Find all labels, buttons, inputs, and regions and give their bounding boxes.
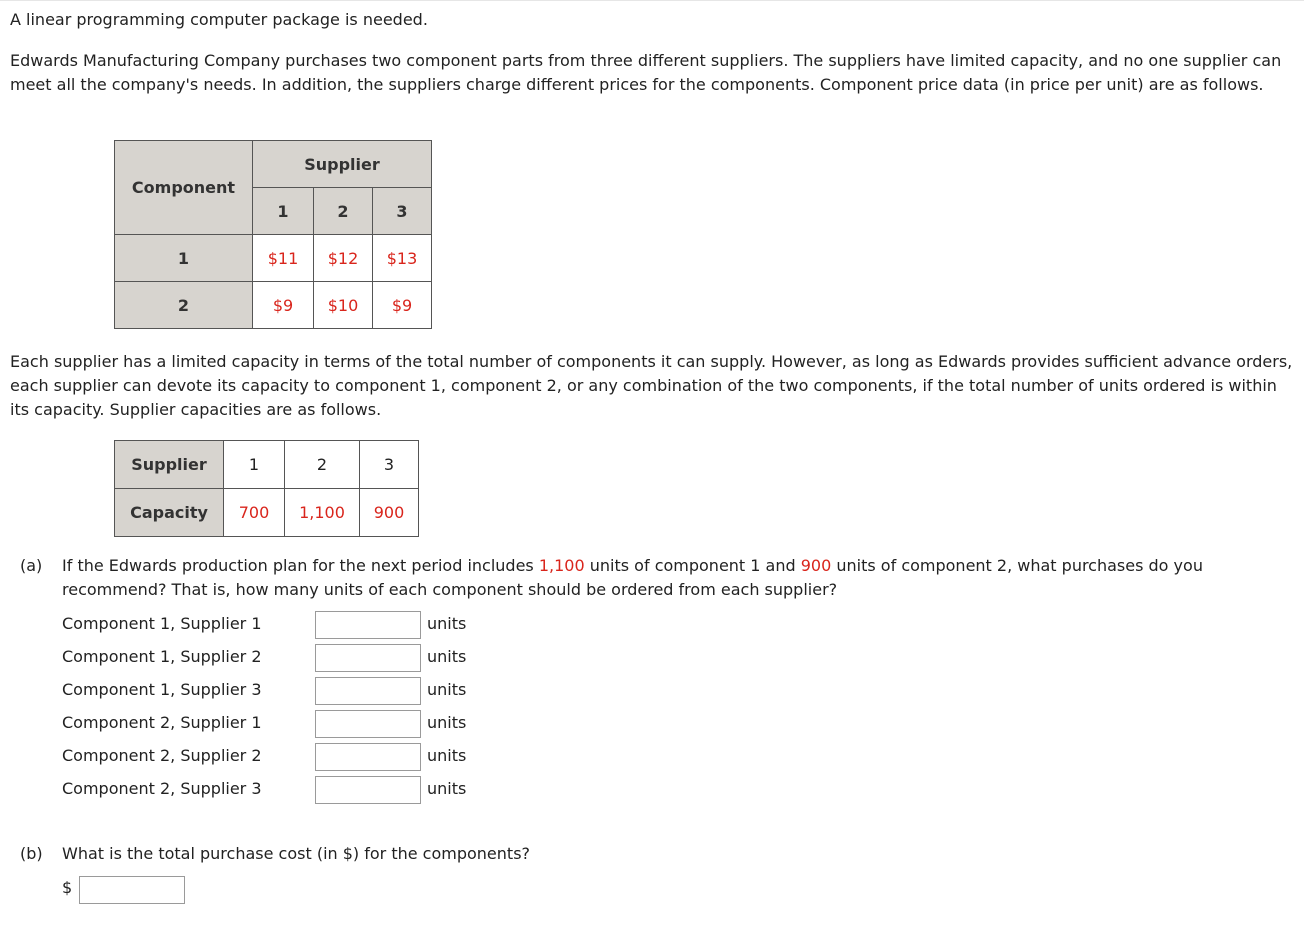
unit-label: units <box>427 713 467 732</box>
price-cell: $9 <box>373 282 432 329</box>
question-b-text: What is the total purchase cost (in $) for the components? <box>62 844 531 863</box>
question-a-text <box>62 554 1292 602</box>
supplier-number: 1 <box>224 441 285 489</box>
currency-symbol: $ <box>62 878 73 897</box>
c1-s3-input[interactable] <box>315 677 421 705</box>
component-number: 2 <box>115 282 253 329</box>
answer-label: Component 1, Supplier 2 <box>62 647 262 666</box>
answer-row <box>62 743 662 771</box>
unit-label: units <box>427 614 467 633</box>
supplier-header: Supplier <box>253 141 432 188</box>
question-a-label: (a) <box>20 556 43 575</box>
answer-row <box>62 776 662 804</box>
capacity-table <box>114 440 419 537</box>
c2-s1-input[interactable] <box>315 710 421 738</box>
c2-s3-input[interactable] <box>315 776 421 804</box>
units-component-1: 1,100 <box>538 556 585 575</box>
price-table <box>114 140 432 329</box>
price-cell: $10 <box>314 282 373 329</box>
answer-row <box>62 644 662 672</box>
answer-row <box>62 677 662 705</box>
question-a-text-part3: units of component 2, what purchases do you recommend? That is, how many units of each component should be ordered from each supplier? <box>62 556 1203 599</box>
total-cost-input[interactable] <box>79 876 185 904</box>
price-cell: $12 <box>314 235 373 282</box>
supplier-row-label: Supplier <box>115 441 224 489</box>
answer-label: Component 1, Supplier 3 <box>62 680 262 699</box>
supplier-number: 2 <box>314 188 373 235</box>
question-a-text-part1: If the Edwards production plan for the next period includes <box>62 556 539 575</box>
price-cell: $9 <box>253 282 314 329</box>
c1-s1-input[interactable] <box>315 611 421 639</box>
capacity-paragraph: Each supplier has a limited capacity in terms of the total number of components it can supply. However, as long as Edwards provides sufficient advance orders, each supplier can devote its capacity to component 1, component 2, or any combination of the two components, if the total number of units ordered is within its capacity. Supplier capacities are as follows. <box>10 352 1293 419</box>
unit-label: units <box>427 647 467 666</box>
answer-row <box>62 611 662 639</box>
capacity-row-label: Capacity <box>115 489 224 537</box>
supplier-number: 3 <box>373 188 432 235</box>
capacity-cell: 900 <box>360 489 419 537</box>
problem-paragraph: Edwards Manufacturing Company purchases two component parts from three different suppliers. The suppliers have limited capacity, and no one supplier can meet all the company's needs. In addition, the suppliers charge different prices for the components. Component price data (in price per unit) are as follows. <box>10 51 1282 94</box>
question-a-text-part2: units of component 1 and <box>584 556 801 575</box>
price-cell: $11 <box>253 235 314 282</box>
supplier-number: 1 <box>253 188 314 235</box>
unit-label: units <box>427 746 467 765</box>
units-component-2: 900 <box>800 556 832 575</box>
supplier-number: 2 <box>285 441 360 489</box>
answer-label: Component 2, Supplier 3 <box>62 779 262 798</box>
question-b <box>20 842 531 866</box>
answer-label: Component 1, Supplier 1 <box>62 614 262 633</box>
top-divider <box>0 0 1304 1</box>
unit-label: units <box>427 680 467 699</box>
component-header: Component <box>115 141 253 235</box>
price-cell: $13 <box>373 235 432 282</box>
c1-s2-input[interactable] <box>315 644 421 672</box>
capacity-cell: 1,100 <box>285 489 360 537</box>
answer-label: Component 2, Supplier 2 <box>62 746 262 765</box>
unit-label: units <box>427 779 467 798</box>
answer-row <box>62 710 662 738</box>
question-b-label: (b) <box>20 844 43 863</box>
c2-s2-input[interactable] <box>315 743 421 771</box>
answer-label: Component 2, Supplier 1 <box>62 713 262 732</box>
component-number: 1 <box>115 235 253 282</box>
intro-note: A linear programming computer package is needed. <box>10 10 428 29</box>
capacity-cell: 700 <box>224 489 285 537</box>
supplier-number: 3 <box>360 441 419 489</box>
